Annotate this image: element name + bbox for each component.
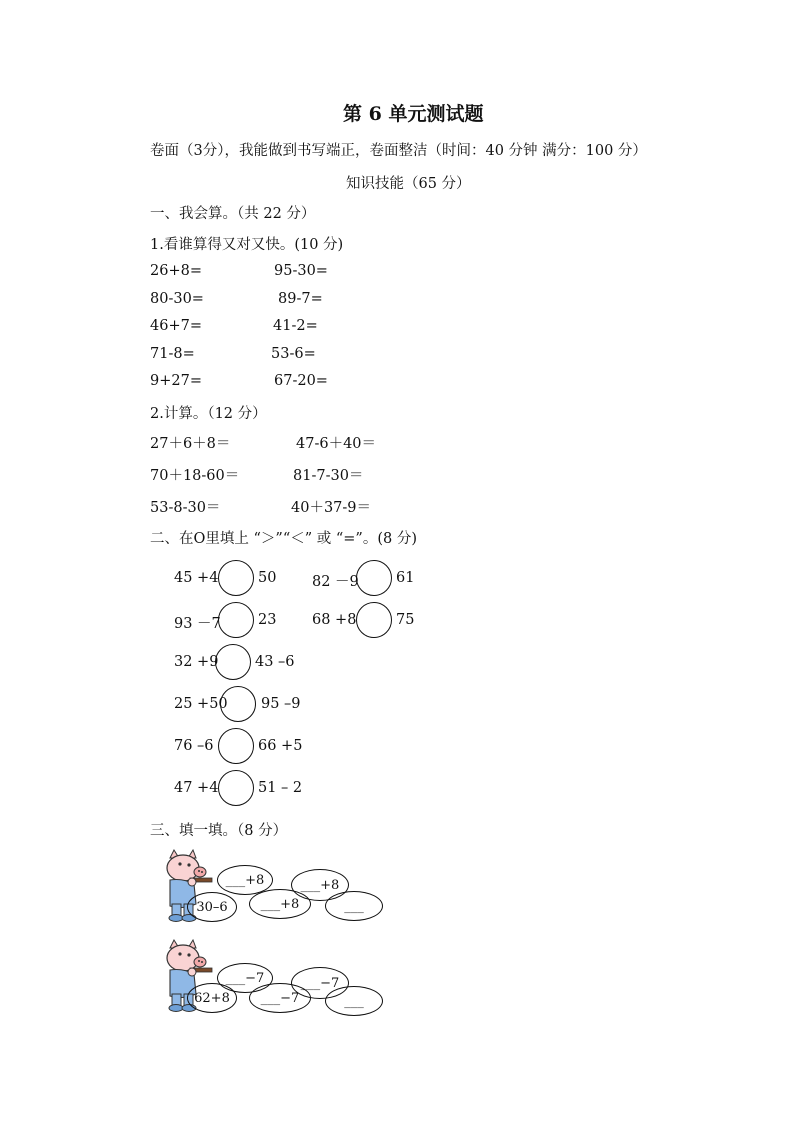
calc-item: 53-6= <box>271 346 316 362</box>
chain-step[interactable]: ___−7 <box>217 963 273 993</box>
chain-end[interactable]: ___ <box>325 891 383 921</box>
section-title: 知识技能（65 分） <box>346 176 471 192</box>
answer-circle[interactable] <box>218 602 254 638</box>
chain-start: 30–6 <box>187 892 237 922</box>
compare-left: 93 －7 <box>174 616 221 632</box>
compare-left: 25 +50 <box>174 696 228 712</box>
chain-step[interactable]: ___+8 <box>291 869 349 901</box>
compare-right: 50 <box>258 570 277 586</box>
chain-end[interactable]: ___ <box>325 986 383 1016</box>
calc-item: 89-7= <box>278 291 323 307</box>
calc-item: 71-8= <box>150 346 195 362</box>
answer-circle[interactable] <box>220 686 256 722</box>
calc-item: 41-2= <box>273 318 318 334</box>
compare-right: 95 –9 <box>261 696 301 712</box>
answer-circle[interactable] <box>218 770 254 806</box>
compare-right: 66 +5 <box>258 738 303 754</box>
part1-sub1-heading: 1.看谁算得又对又快。(10 分) <box>150 237 344 253</box>
compare-right: 75 <box>396 612 415 628</box>
compare-right: 51 – 2 <box>258 780 303 796</box>
calc-item: 40＋37-9＝ <box>291 500 372 516</box>
answer-circle[interactable] <box>215 644 251 680</box>
chain-step[interactable]: ___−7 <box>291 967 349 999</box>
chain-step[interactable]: ___−7 <box>249 983 311 1013</box>
compare-left: 45 +4 <box>174 570 219 586</box>
chain-step[interactable]: ___+8 <box>217 865 273 895</box>
compare-left: 82 －9 <box>312 574 359 590</box>
answer-circle[interactable] <box>356 602 392 638</box>
calc-item: 70＋18-60＝ <box>150 468 240 484</box>
compare-right: 43 –6 <box>255 654 295 670</box>
exam-info: 卷面（3分），我能做到书写端正，卷面整洁（时间：40 分钟 满分：100 分） <box>150 143 647 159</box>
compare-left: 68 +8 <box>312 612 357 628</box>
part2-heading: 二、在O里填上 “＞”“＜” 或 “=”。(8 分) <box>150 531 417 547</box>
part1-sub2-heading: 2.计算。（12 分） <box>150 406 267 422</box>
part1-heading: 一、我会算。（共 22 分） <box>150 206 316 222</box>
calc-item: 47-6＋40＝ <box>296 436 377 452</box>
compare-left: 76 –6 <box>174 738 214 754</box>
page-title: 第 6 单元测试题 <box>343 103 484 125</box>
compare-left: 32 +9 <box>174 654 219 670</box>
calc-item: 9+27= <box>150 373 202 389</box>
calc-item: 27＋6＋8＝ <box>150 436 231 452</box>
compare-left: 47 +4 <box>174 780 219 796</box>
calc-item: 46+7= <box>150 318 202 334</box>
chain-step[interactable]: ___+8 <box>249 889 311 919</box>
calc-item: 95-30= <box>274 263 328 279</box>
answer-circle[interactable] <box>356 560 392 596</box>
part3-heading: 三、填一填。（8 分） <box>150 823 288 839</box>
calc-item: 81-7-30＝ <box>293 468 364 484</box>
compare-right: 23 <box>258 612 277 628</box>
calc-item: 53-8-30＝ <box>150 500 221 516</box>
compare-right: 61 <box>396 570 415 586</box>
calc-item: 67-20= <box>274 373 328 389</box>
calc-item: 80-30= <box>150 291 204 307</box>
answer-circle[interactable] <box>218 560 254 596</box>
chain-start: 62+8 <box>187 983 237 1013</box>
answer-circle[interactable] <box>218 728 254 764</box>
calc-item: 26+8= <box>150 263 202 279</box>
